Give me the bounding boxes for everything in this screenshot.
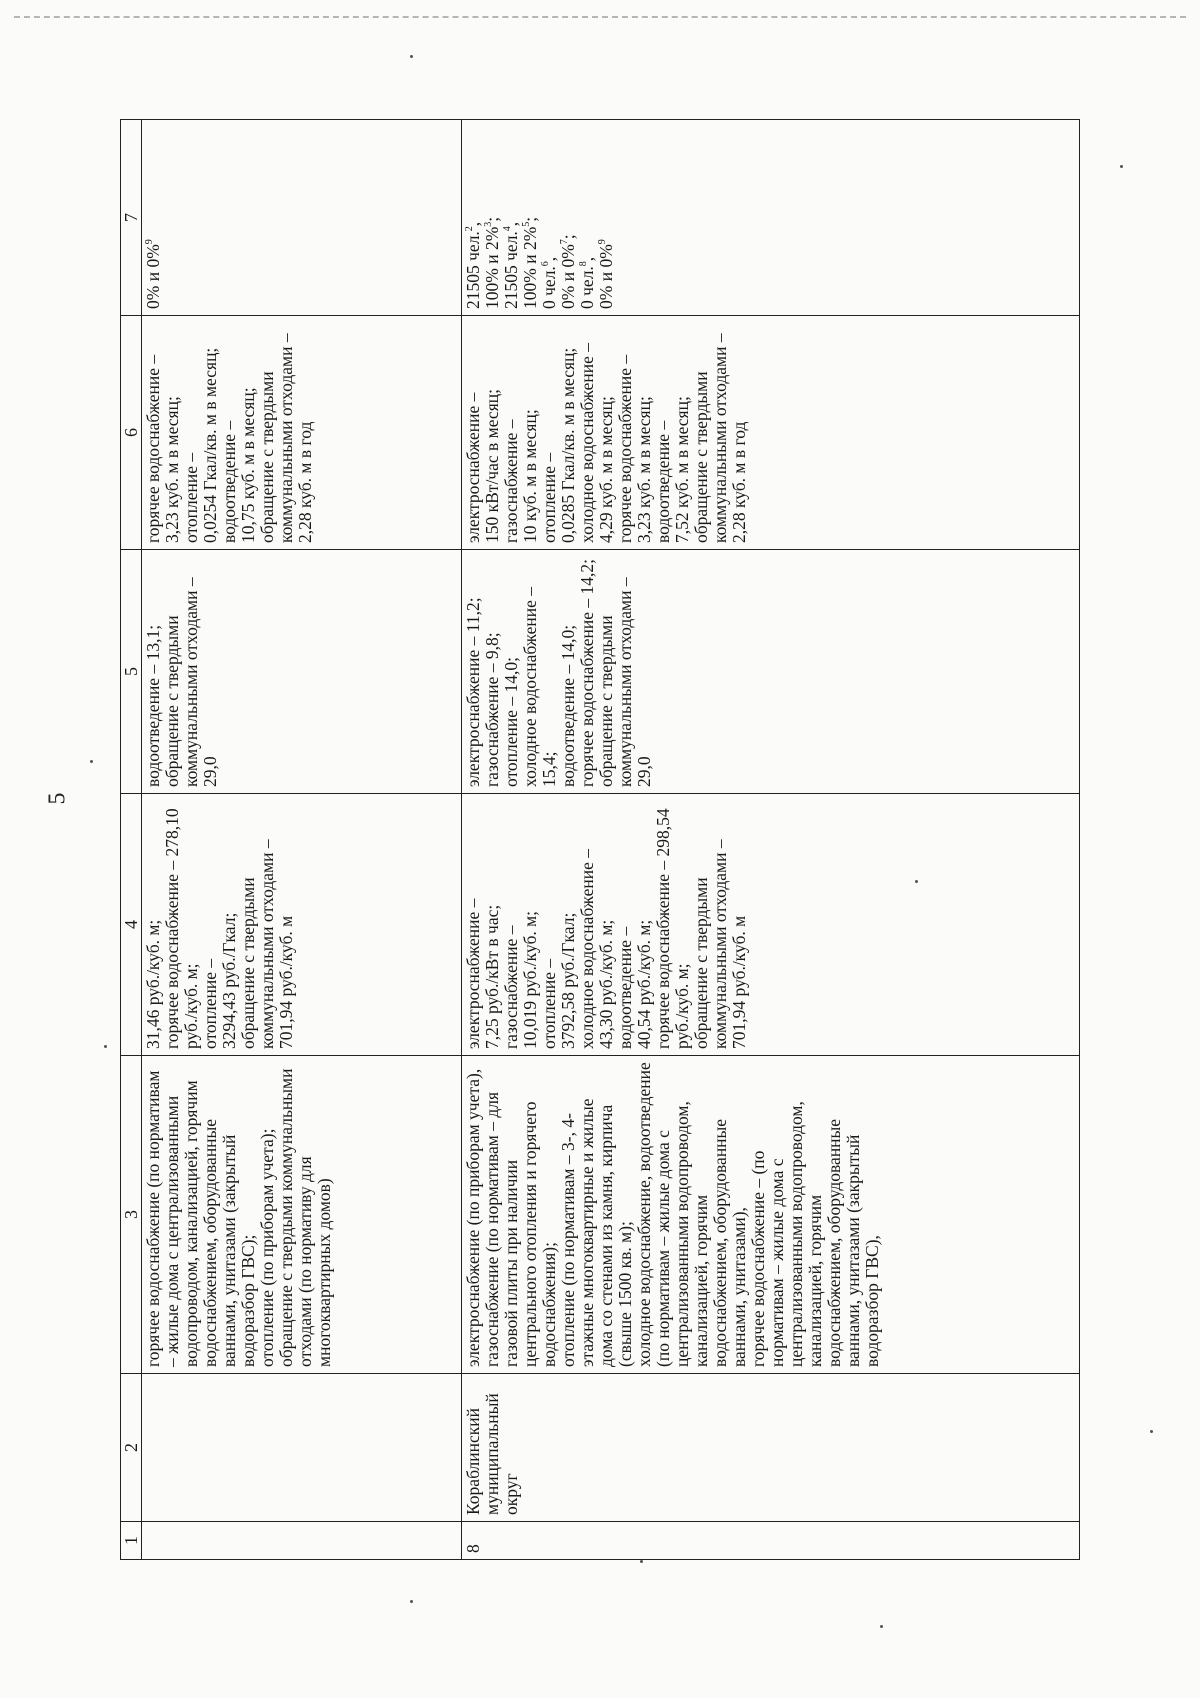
footnote-mark: 9 [597,239,609,245]
footnote-mark: 7 [559,239,571,245]
population-cell [142,120,462,316]
footnote-mark: 6 [540,261,552,267]
population-line: 0% и 0%$^7$; [558,234,578,309]
services-cell: горячее водоснабжение (по нормативам – жилые дома с централизованными водопроводом, канализацией, горячим водоснабжением, оборудованные ваннами, унитазами (закрытый водоразбор ГВС); отопление (по приборам учета); обращение с твердыми коммунальными отходами (по нормативу для многоквартирных домов) [142,1056,462,1374]
footnote-mark: 9 [144,239,156,245]
tariff-table [120,119,1080,1560]
population-line: 0 чел.$^8$, [577,256,597,309]
services-cell: электроснабжение (по приборам учета), газоснабжение (по нормативам – для газовой плиты при наличии центрального отопления и горячего водоснабжения); отопление (по нормативам – 3-, 4-этажные многоквартирные и жилые дома со стенами из камня, кирпича (свыше 1500 кв. м); холодное водоснабжение, водоотведение (по нормативам – жилые дома с централизованными водопроводом, канализацией, горячим водоснабжением, оборудованные ваннами, унитазами), горячее водоснабжение – (по нормативам – жилые дома с централизованными водопроводом, канализацией, горячим водоснабжением, оборудованные ваннами, унитазами (закрытый водоразбор ГВС), [462,1056,1080,1374]
district-cell [142,1374,462,1522]
footnote-mark: 4 [502,226,514,232]
population-line: 21505 чел.$^4$, [501,221,521,309]
row-number-cell [142,1522,462,1560]
footnote-mark: 8 [578,261,590,267]
population-line: 21505 чел.$^2$, [463,221,483,309]
header-cell-6: 6 [121,316,142,550]
table-row [142,120,462,1560]
scan-edge-line [14,16,1186,18]
tariffs-cell: 31,46 руб./куб. м; горячее водоснабжение – 278,10 руб./куб. м; отопление – 3294,43 руб./Гкал; обращение с твердыми коммунальными отходами – 701,94 руб./куб. м [142,794,462,1056]
table-row [462,120,1080,1560]
population-cell [462,120,1080,316]
growth-cell: водоотведение – 13,1; обращение с твердыми коммунальными отходами – 29,0 [142,550,462,794]
header-cell-3: 3 [121,1056,142,1374]
population-line: 100% и 2%$^3$; [482,216,502,309]
header-cell-7: 7 [121,120,142,316]
population-line: 0% и 0%$^9$ [143,239,163,309]
population-line: 100% и 2%$^5$; [520,216,540,309]
header-cell-1: 1 [121,1522,142,1560]
footnote-mark: 5 [521,221,533,227]
growth-cell: электроснабжение – 11,2; газоснабжение – 9,8; отопление – 14,0; холодное водоснабжение – 15,4; водоотведение – 14,0; горячее водоснабжение – 14,2; обращение с твердыми коммунальными отходами – 29,0 [462,550,1080,794]
header-cell-2: 2 [121,1374,142,1522]
district-cell: Кораблинский муниципальный округ [462,1374,1080,1522]
footnote-mark: 2 [464,226,476,232]
volumes-cell: горячее водоснабжение – 3,23 куб. м в месяц; отопление – 0,0254 Гкал/кв. м в месяц; водоотведение – 10,75 куб. м в месяц; обращение с твердыми коммунальными отходами – 2,28 куб. м в год [142,316,462,550]
rotated-table-wrapper [120,120,1080,1560]
tariffs-cell: электроснабжение – 7,25 руб./кВт в час; газоснабжение – 10,019 руб./куб. м; отопление – 3792,58 руб./Гкал; холодное водоснабжение – 43,30 руб./куб. м; водоотведение – 40,54 руб./куб. м; горячее водоснабжение – 298,54 руб./куб. м; обращение с твердыми коммунальными отходами – 701,94 руб./куб. м [462,794,1080,1056]
footnote-mark: 3 [483,221,495,227]
header-cell-4: 4 [121,794,142,1056]
volumes-cell: электроснабжение – 150 кВт/час в месяц; газоснабжение – 10 куб. м в месяц; отопление – 0,0285 Гкал/кв. м в месяц; холодное водоснабжение – 4,29 куб. м в месяц; горячее водоснабжение – 3,23 куб. м в месяц; водоотведение – 7,52 куб. м в месяц; обращение с твердыми коммунальными отходами – 2,28 куб. м в год [462,316,1080,550]
header-row [121,120,142,1560]
header-cell-5: 5 [121,550,142,794]
page-number: 5 [44,792,71,805]
population-line: 0 чел.$^6$, [539,256,559,309]
row-number-cell: 8 [462,1522,1080,1560]
population-line: 0% и 0%$^9$ [596,239,616,309]
